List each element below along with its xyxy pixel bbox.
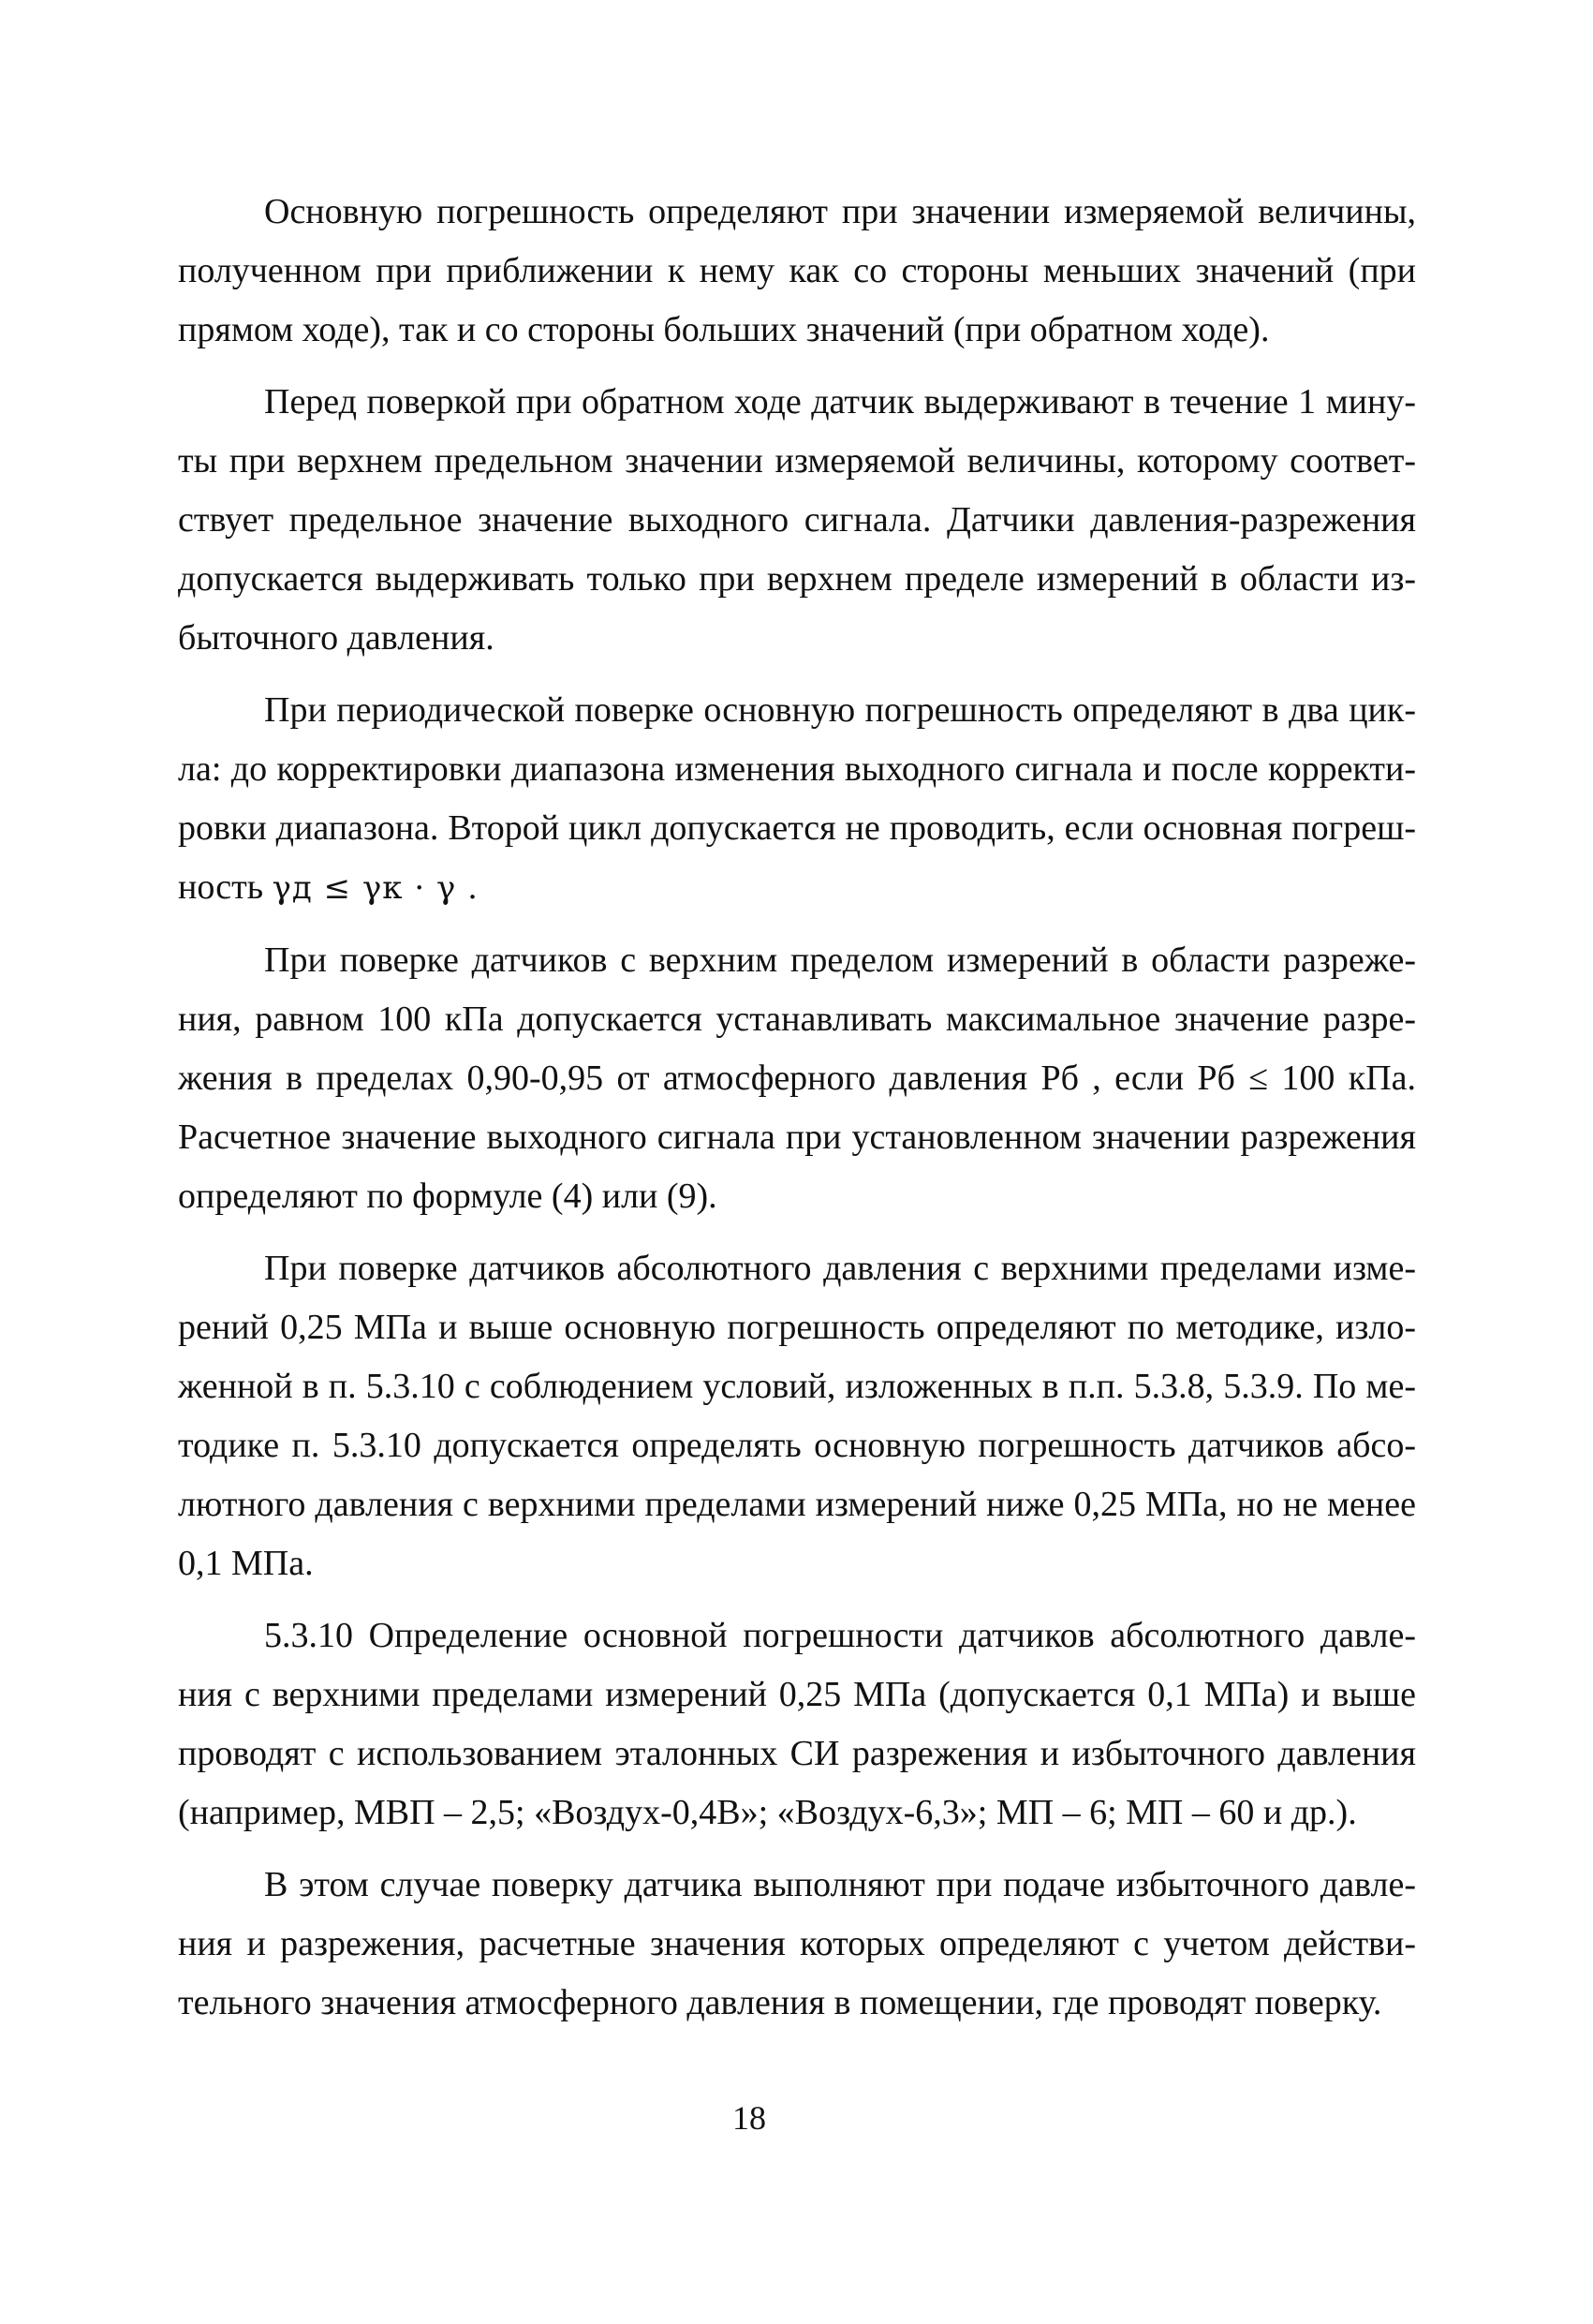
paragraph-reverse-stroke-hold: Перед поверкой при обратном ходе датчик выдерживают в течение 1 минуты при верхнем предельном значении измеряемой величины, которому соответствует предельное значение выходного сигнала. Датчики давления-разрежения допускается выдерживать только при верхнем пределе измерений в области избыточного давления. xyxy=(178,382,1416,658)
paragraph-periodic-text: При периодической поверке основную погрешность определяют в два цикла: до корректировки диапазона изменения выходного сигнала и после корректировки диапазона. Второй цикл допускается не проводить, если основная погрешность xyxy=(178,690,1416,907)
paragraph-absolute-pressure: При поверке датчиков абсолютного давления с верхними пределами измерений 0,25 МПа и выше основную погрешность определяют по методике, изложенной в п. 5.3.10 с соблюдением условий, изложенных в п.п. 5.3.8, 5.3.9. По методике п. 5.3.10 допускается определять основную погрешность датчиков абсолютного давления с верхними пределами измерений ниже 0,25 МПа, но не менее 0,1 МПа. xyxy=(178,1249,1416,1583)
body-text xyxy=(178,183,1416,2033)
paragraph-periodic-verification xyxy=(178,681,1416,918)
error-condition-formula: γд ≤ γк · γ . xyxy=(272,869,479,907)
paragraph-vacuum-limit: При поверке датчиков с верхним пределом измерений в области разрежения, равном 100 кПа допускается устанавливать максимальное значение разрежения в пределах 0,90-0,95 от атмосферного давления Рб , если Рб ≤ 100 кПа. Расчетное значение выходного сигнала при установленном значении разрежения определяют по формуле (4) или (9). xyxy=(178,940,1416,1216)
paragraph-section-5-3-10: 5.3.10 Определение основной погрешности датчиков абсолютного давления с верхними пределами измерений 0,25 МПа (допускается 0,1 МПа) и выше проводят с использованием эталонных СИ разрежения и избыточного давления (например, МВП – 2,5; «Воздух-0,4В»; «Воздух-6,3»; МП – 6; МП – 60 и др.). xyxy=(178,1616,1416,1832)
paragraph-main-error-definition: Основную погрешность определяют при значении измеряемой величины, полученном при приближении к нему как со стороны меньших значений (при прямом ходе), так и со стороны больших значений (при обратном ходе). xyxy=(178,192,1416,349)
paragraph-overpressure-vacuum: В этом случае поверку датчика выполняют при подаче избыточного давления и разрежения, расчетные значения которых определяют с учетом действительного значения атмосферного давления в помещении, где проводят поверку. xyxy=(178,1865,1416,2022)
page-number: 18 xyxy=(732,2099,766,2137)
